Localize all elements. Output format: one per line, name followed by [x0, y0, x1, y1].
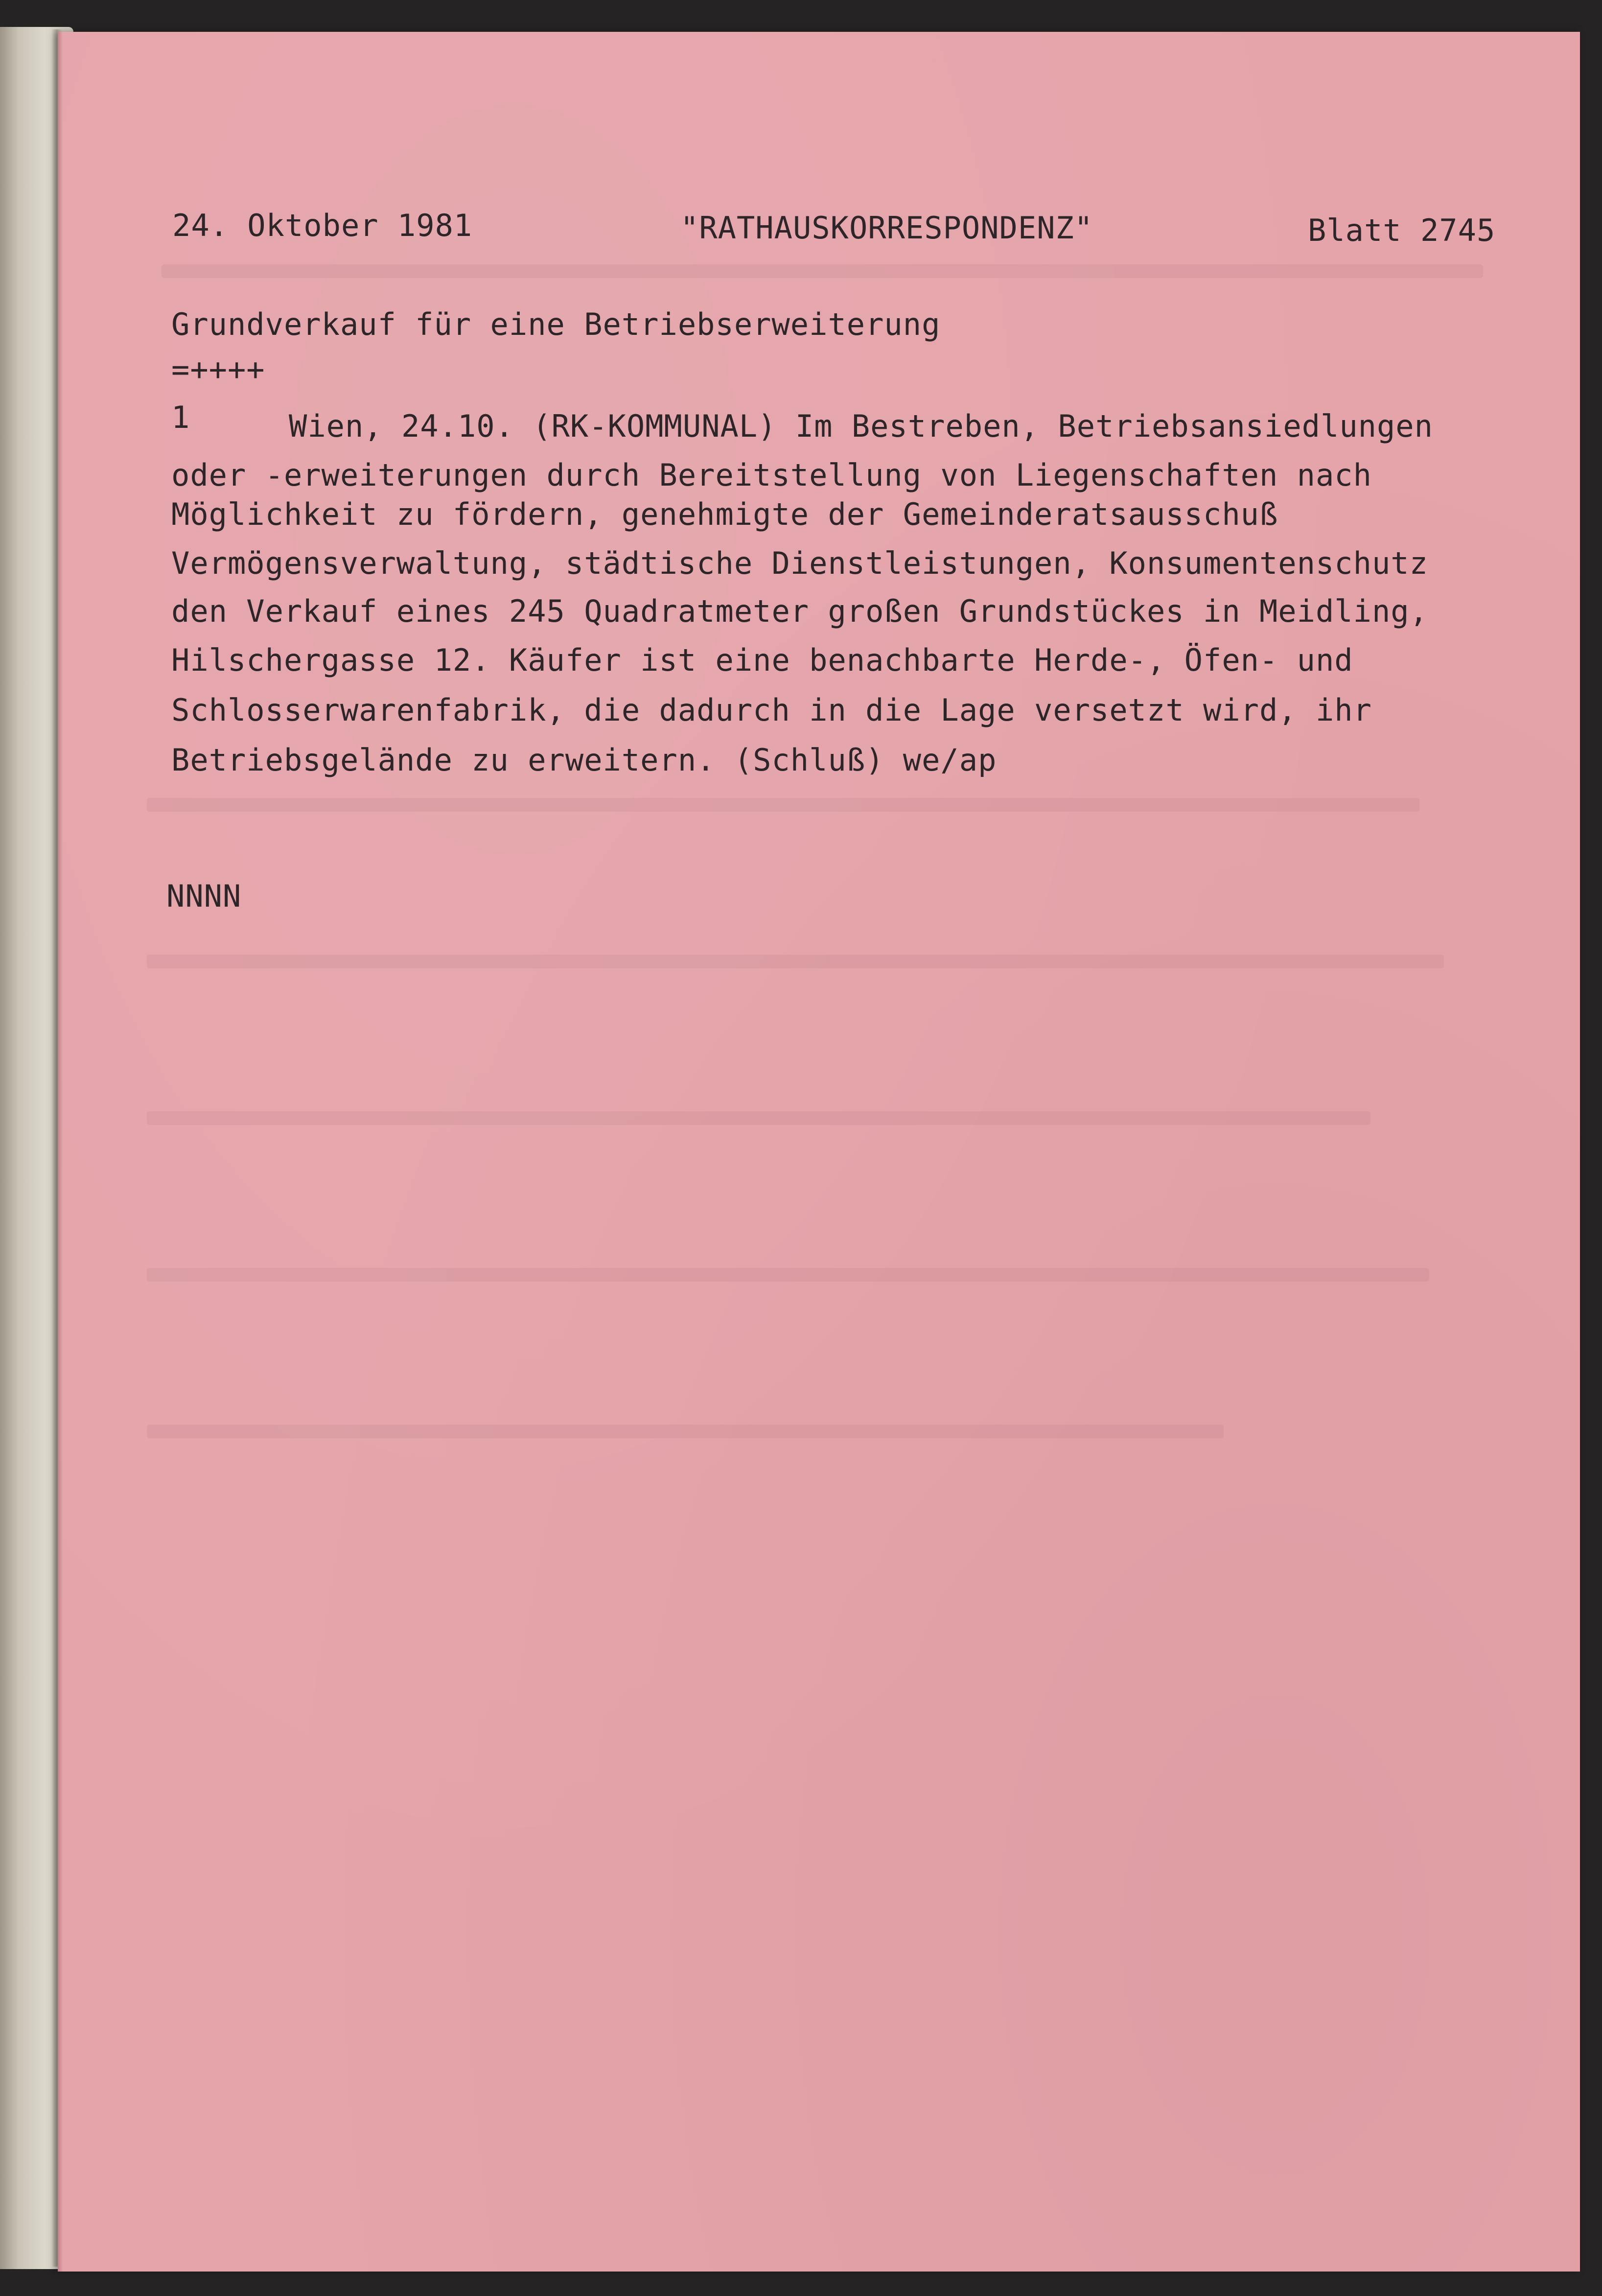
header-publication: "RATHAUSKORRESPONDENZ"	[680, 210, 1093, 246]
body-line: Möglichkeit zu fördern, genehmigte der Gemeinderatsausschuß	[171, 496, 1278, 532]
body-line: Vermögensverwaltung, städtische Dienstleistungen, Konsumentenschutz	[171, 545, 1428, 581]
show-through-ghost	[147, 1111, 1370, 1125]
sheet-spine-edge	[58, 32, 63, 2272]
header-sheet-number: Blatt 2745	[1308, 212, 1496, 248]
title-separator: =++++	[171, 351, 265, 387]
body-line: oder -erweiterungen durch Bereitstellung von Liegenschaften nach	[171, 457, 1372, 493]
show-through-ghost	[147, 1268, 1429, 1282]
body-line: Schlosserwarenfabrik, die dadurch in die Lage versetzt wird, ihr	[171, 692, 1372, 728]
show-through-ghost	[147, 1425, 1224, 1438]
show-through-ghost	[147, 955, 1444, 968]
body-line: den Verkauf eines 245 Quadratmeter großen Grundstückes in Meidling,	[171, 593, 1428, 629]
body-line: Hilschergasse 12. Käufer ist eine benachbarte Herde-, Öfen- und	[171, 642, 1353, 678]
end-marker: NNNN	[166, 878, 242, 914]
article-number: 1	[171, 399, 190, 435]
body-line: Wien, 24.10. (RK-KOMMUNAL) Im Bestreben, Betriebsansiedlungen	[289, 408, 1433, 444]
body-line: Betriebsgelände zu erweitern. (Schluß) we/ap	[171, 742, 997, 778]
document-sheet	[58, 32, 1580, 2272]
show-through-ghost	[147, 798, 1419, 812]
show-through-ghost	[162, 264, 1483, 278]
header-date: 24. Oktober 1981	[172, 208, 473, 243]
article-title: Grundverkauf für eine Betriebserweiterung	[171, 306, 941, 342]
